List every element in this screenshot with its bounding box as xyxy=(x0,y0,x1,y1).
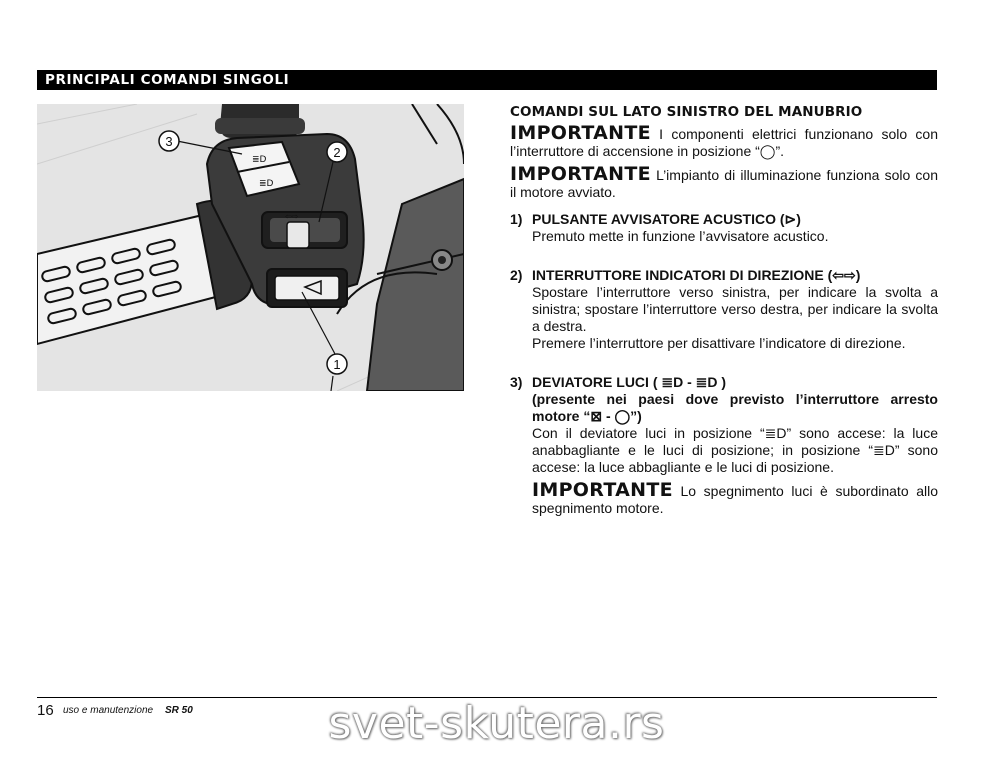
important-text-3: Lo spegnimento luci è subordinato allo spegnimento motore. xyxy=(532,483,939,516)
instructions-column xyxy=(510,104,938,523)
item-title: INTERRUTTORE INDICATORI DI DIREZIONE (⇦⇨) xyxy=(532,267,861,283)
important-label: IMPORTANTE xyxy=(532,479,673,501)
item-text: Premere l’interruttore per disattivare l’indicatore di direzione. xyxy=(532,335,906,351)
callout-3 xyxy=(159,131,179,151)
item-title: DEVIATORE LUCI ( ≣D - ≣D ) xyxy=(532,374,727,390)
item-text: Premuto mette in funzione l’avvisatore acustico. xyxy=(532,228,829,244)
item-title: PULSANTE AVVISATORE ACUSTICO (⊳) xyxy=(532,211,801,227)
manual-name: uso e manutenzione xyxy=(63,705,154,716)
handlebar-controls-illustration xyxy=(37,104,464,391)
important-text-1: I componenti elettrici funzionano solo con l’interruttore di accensione in posizione “◯”. xyxy=(510,126,938,159)
section-title-bar: PRINCIPALI COMANDI SINGOLI xyxy=(37,70,937,90)
item-number: 2) xyxy=(510,267,523,283)
item-text: Con il deviatore luci in posizione “≣D” sono accese: la luce anabbagliante e le luci di posizione; in posizione “≣D” sono accese: la luce abbagliante e le luci di posizione. xyxy=(532,425,938,475)
important-label: IMPORTANTE xyxy=(510,122,651,144)
item-turn-indicator-switch xyxy=(510,267,938,352)
watermark: svet-skutera.rs xyxy=(328,698,665,749)
handlebar-drawing xyxy=(37,104,464,391)
item-horn-button xyxy=(510,211,938,245)
svg-text:2: 2 xyxy=(333,145,341,160)
item-light-switch xyxy=(510,374,938,517)
svg-text:≣D: ≣D xyxy=(259,179,274,189)
svg-text:≣D: ≣D xyxy=(252,155,267,165)
important-text-2: L’impianto di illuminazione funziona solo con il motore avviato. xyxy=(510,167,938,200)
important-note-1 xyxy=(510,122,938,160)
page-number: 16 xyxy=(37,702,54,719)
item-number: 3) xyxy=(510,374,523,390)
callout-2 xyxy=(327,142,347,162)
important-note-3 xyxy=(510,479,939,517)
item-note: (presente nei paesi dove previsto l’interruttore arresto motore “⊠ - ◯”) xyxy=(532,391,938,424)
item-text: Spostare l’interruttore verso sinistra, per indicare la svolta a sinistra; spostare l’interruttore verso destra, per indicare la svolta a destra. xyxy=(532,284,938,334)
important-note-2 xyxy=(510,163,938,201)
model-name: SR 50 xyxy=(165,705,193,716)
svg-text:3: 3 xyxy=(165,134,173,149)
callout-1 xyxy=(327,354,347,374)
subsection-title: COMANDI SUL LATO SINISTRO DEL MANUBRIO xyxy=(510,104,863,120)
svg-text:⇦⇨: ⇦⇨ xyxy=(285,212,299,221)
important-label: IMPORTANTE xyxy=(510,163,651,185)
item-number: 1) xyxy=(510,211,523,227)
svg-text:1: 1 xyxy=(333,357,341,372)
